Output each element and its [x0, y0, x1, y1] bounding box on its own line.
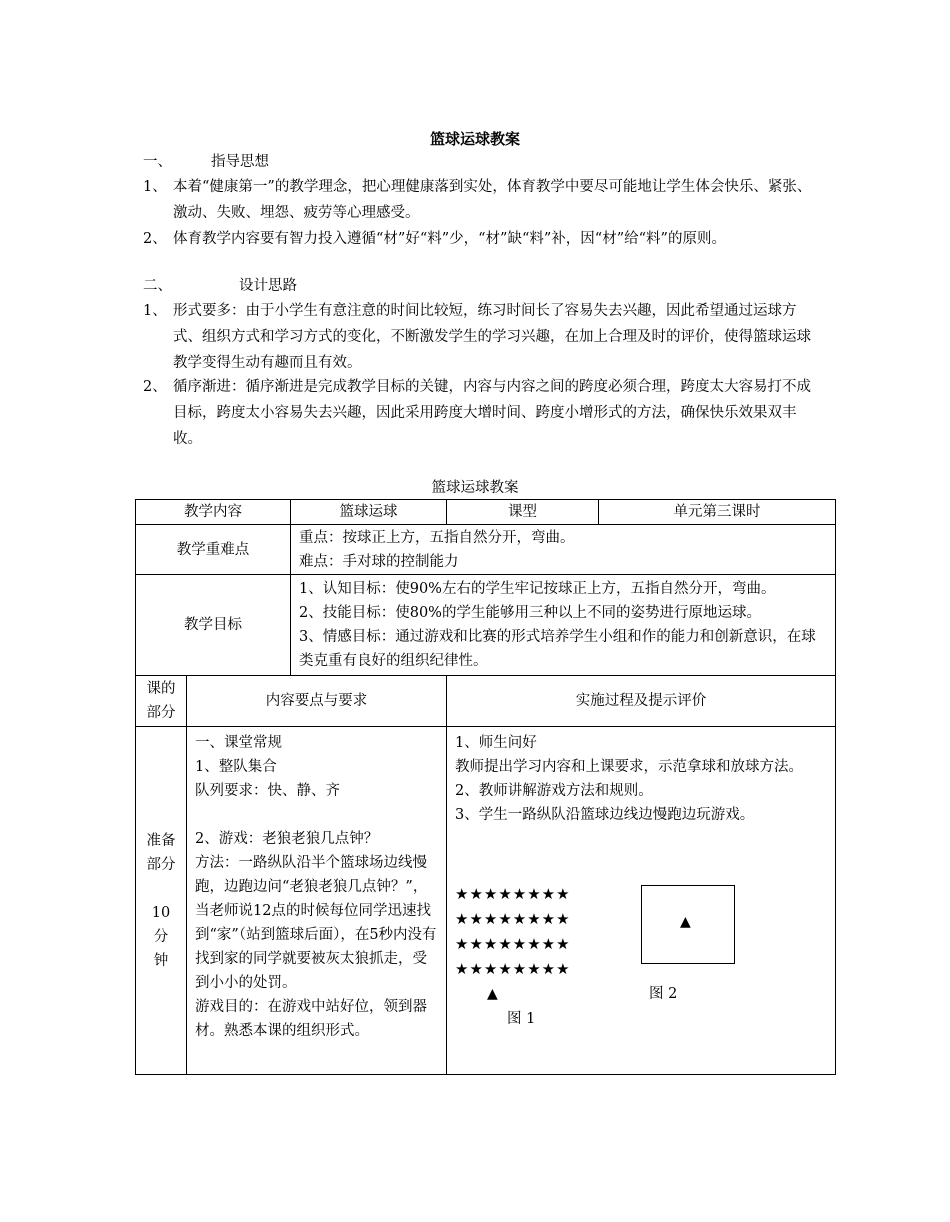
- prep-content-line: [195, 803, 438, 827]
- table-row-objectives: [136, 575, 836, 676]
- keypoints-value: [291, 525, 836, 575]
- section-2-item-2: [143, 374, 813, 452]
- keypoints-label: 教学重难点: [136, 525, 291, 575]
- prep-content-line: 游戏目的：在游戏中站好位，领到器材。熟悉本课的组织形式。: [195, 999, 427, 1039]
- student-row-1: ★★★★★★★★: [455, 885, 571, 903]
- objective-line: 2、技能目标：使80%的学生能够用三种以上不同的姿势进行原地运球。: [299, 605, 761, 621]
- section-number: 二、: [143, 278, 172, 294]
- prep-part-line: 部分: [146, 856, 176, 873]
- table-row-keypoints: [136, 525, 836, 575]
- difficulty-line: 难点：手对球的控制能力: [299, 553, 459, 570]
- section-title: 设计思路: [239, 278, 297, 294]
- prep-content-line: 一、课堂常规: [195, 735, 282, 751]
- objective-line: 1、认知目标：使90%左右的学生牢记按球正上方，五指自然分开，弯曲。: [299, 581, 776, 597]
- objectives-value: [291, 575, 836, 676]
- section-heading-2: [143, 274, 297, 298]
- figure-2-label: 图 2: [649, 986, 678, 1002]
- prep-content-line: 队列要求：快、静、齐: [195, 783, 340, 799]
- item-text: 体育教学内容要有智力投入遵循“材”好“料”少，“材”缺“料”补，因“材”给“料”的原则。: [173, 231, 726, 247]
- student-row-4: ★★★★★★★★: [455, 960, 571, 978]
- prep-part-line: 准备: [146, 832, 176, 849]
- teacher-triangle-icon: ▲: [487, 986, 498, 1002]
- type-label: 课型: [447, 500, 599, 525]
- item-text: 形式要多：由于小学生有意注意的时间比较短，练习时间长了容易失去兴趣，因此希望通过运球方式、组织方式和学习方式的变化，不断激发学生的学习兴趣，在加上合理及时的评价，使得篮球运球教学变得生动有趣而且有效。: [173, 303, 811, 371]
- keypoint-line: 重点：按球正上方，五指自然分开，弯曲。: [299, 529, 575, 546]
- student-row-2: ★★★★★★★★: [455, 910, 571, 928]
- figure-2-box: [641, 885, 735, 964]
- item-text: 本着“健康第一”的教学理念，把心理健康落到实处，体育教学中要尽可能地让学生体会快乐、紧张、激动、失败、埋怨、疲劳等心理感受。: [173, 179, 812, 221]
- table-row-content: [136, 500, 836, 525]
- prep-unit-line: 钟: [153, 952, 169, 969]
- formation-diagram: [455, 882, 827, 1027]
- item-text: 循序渐进：循序渐进是完成教学目标的关键，内容与内容之间的跨度必须合理，跨度太大容易打不成目标，跨度太小容易失去兴趣，因此采用跨度大增时间、跨度小增形式的方法，确保快乐效果双丰收。: [173, 379, 811, 447]
- prep-process-cell: [447, 727, 836, 1075]
- section-1-item-1: [143, 174, 813, 226]
- prep-content-cell: [187, 727, 447, 1075]
- section-1-item-2: [143, 226, 813, 252]
- prep-process-line: 教师提出学习内容和上课要求，示范拿球和放球方法。: [455, 759, 803, 775]
- table-row-prep: [136, 727, 836, 1075]
- prep-content-line: 方法：一路纵队沿半个篮球场边线慢跑，边跑边问“老狼老狼几点钟？”，当老师说12点的时候每位同学迅速找到“家”（站到篮球后面），在5秒内没有找到家的同学就要被灰太狼抓走，受到小小的处罚。: [195, 855, 437, 991]
- objectives-label: 教学目标: [136, 575, 291, 676]
- part-header-line: 课的: [146, 681, 176, 697]
- part-header: [136, 676, 187, 727]
- process-header: 实施过程及提示评价: [447, 676, 836, 727]
- prep-unit-line: 分: [153, 928, 169, 945]
- prep-minutes: 10: [151, 904, 171, 921]
- prep-content-line: 1、整队集合: [195, 759, 277, 775]
- lesson-plan-table: [135, 499, 836, 1075]
- prep-part-cell: [136, 727, 187, 1075]
- prep-process-line: 3、学生一路纵队沿篮球边线边慢跑边玩游戏。: [455, 807, 755, 823]
- figure-1-label: 图 1: [507, 1011, 536, 1027]
- prep-content-line: 2、游戏：老狼老狼几点钟？: [195, 831, 379, 847]
- objective-line: 3、情感目标：通过游戏和比赛的形式培养学生小组和作的能力和创新意识，在球类克重有良好的组织纪律性。: [299, 629, 816, 669]
- prep-process-line: 1、师生问好: [455, 735, 537, 751]
- item-number: 2、: [143, 231, 167, 247]
- content-value: 篮球运球: [291, 500, 447, 525]
- section-title: 指导思想: [211, 154, 269, 170]
- item-number: 2、: [143, 379, 167, 395]
- prep-process-line: 2、教师讲解游戏方法和规则。: [455, 783, 653, 799]
- table-caption: 篮球运球教案: [431, 480, 519, 496]
- figure-2-triangle-icon: ▲: [680, 914, 691, 930]
- table-row-header: [136, 676, 836, 727]
- student-row-3: ★★★★★★★★: [455, 935, 571, 953]
- part-header-line: 部分: [146, 705, 176, 721]
- content-header: 内容要点与要求: [187, 676, 447, 727]
- item-number: 1、: [143, 303, 167, 319]
- type-value: 单元第三课时: [599, 500, 836, 525]
- section-heading-1: [143, 150, 269, 174]
- section-2-item-1: [143, 298, 813, 376]
- document-title: 篮球运球教案: [429, 130, 520, 148]
- content-label: 教学内容: [136, 500, 291, 525]
- item-number: 1、: [143, 179, 167, 195]
- section-number: 一、: [143, 154, 172, 170]
